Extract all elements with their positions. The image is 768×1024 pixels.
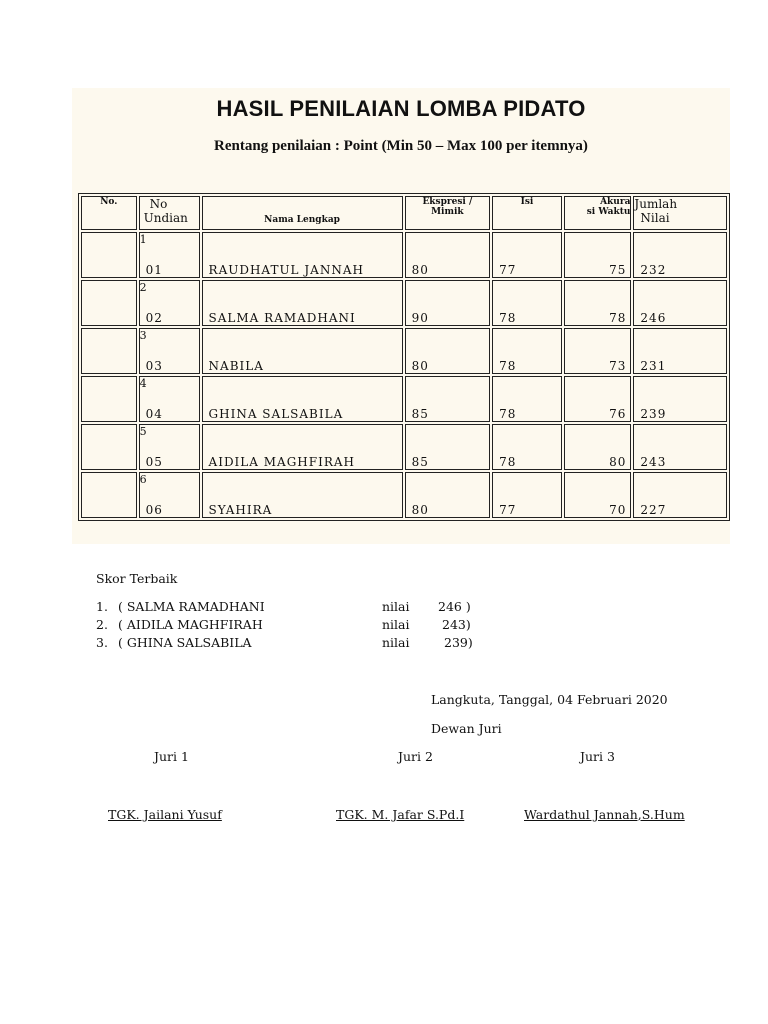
table-row bbox=[81, 328, 727, 374]
col-header-undian-line2: Undian bbox=[143, 211, 188, 225]
cell-undian-value: 03 bbox=[145, 359, 163, 373]
list-item bbox=[96, 616, 516, 634]
cell-no-empty bbox=[81, 472, 137, 518]
cell-akurasi: 76 bbox=[564, 376, 632, 422]
score-table bbox=[78, 193, 730, 521]
cell-nama: RAUDHATUL JANNAH bbox=[202, 232, 403, 278]
col-header-undian-line1: No bbox=[149, 197, 168, 211]
cell-undian bbox=[139, 376, 200, 422]
cell-nama: SYAHIRA bbox=[202, 472, 403, 518]
cell-jumlah: 239 bbox=[633, 376, 727, 422]
col-header-ekspresi-line2: Mimik bbox=[431, 207, 464, 217]
cell-jumlah: 243 bbox=[633, 424, 727, 470]
col-header-no: No. bbox=[81, 196, 137, 230]
judges-council: Dewan Juri bbox=[431, 721, 502, 736]
cell-no: 4 bbox=[139, 377, 148, 390]
table-row bbox=[81, 376, 727, 422]
cell-akurasi: 78 bbox=[564, 280, 632, 326]
cell-akurasi: 80 bbox=[564, 424, 632, 470]
cell-akurasi: 70 bbox=[564, 472, 632, 518]
cell-jumlah: 232 bbox=[633, 232, 727, 278]
cell-ekspresi: 80 bbox=[405, 472, 491, 518]
place-date: Langkuta, Tanggal, 04 Februari 2020 bbox=[431, 692, 668, 707]
cell-undian bbox=[139, 232, 200, 278]
cell-undian bbox=[139, 424, 200, 470]
col-header-jumlah-line1: Jumlah bbox=[634, 197, 678, 211]
cell-nama: SALMA RAMADHANI bbox=[202, 280, 403, 326]
cell-isi: 78 bbox=[492, 376, 562, 422]
cell-no: 5 bbox=[139, 425, 148, 438]
cell-undian bbox=[139, 328, 200, 374]
page-title: HASIL PENILAIAN LOMBA PIDATO bbox=[216, 96, 586, 121]
best-label: nilai bbox=[382, 599, 410, 614]
cell-nama: NABILA bbox=[202, 328, 403, 374]
cell-jumlah: 227 bbox=[633, 472, 727, 518]
cell-nama: AIDILA MAGHFIRAH bbox=[202, 424, 403, 470]
results-panel bbox=[72, 88, 730, 544]
col-header-isi: Isi bbox=[492, 196, 562, 230]
cell-no: 1 bbox=[139, 233, 148, 246]
col-header-akurasi bbox=[564, 196, 632, 230]
best-name: ( GHINA SALSABILA bbox=[118, 635, 252, 650]
col-header-undian bbox=[139, 196, 200, 230]
cell-no: 2 bbox=[139, 281, 148, 294]
cell-isi: 78 bbox=[492, 280, 562, 326]
table-header-row bbox=[81, 196, 727, 230]
col-header-ekspresi-line1: Ekspresi / bbox=[422, 197, 473, 207]
cell-no-empty bbox=[81, 232, 137, 278]
judge-1-role: Juri 1 bbox=[154, 749, 189, 764]
judge-3-role: Juri 3 bbox=[580, 749, 615, 764]
cell-ekspresi: 90 bbox=[405, 280, 491, 326]
cell-undian-value: 06 bbox=[145, 503, 163, 517]
best-value: 239) bbox=[444, 635, 473, 650]
judge-3-name: Wardathul Jannah,S.Hum bbox=[524, 807, 685, 822]
cell-ekspresi: 85 bbox=[405, 424, 491, 470]
best-name: ( AIDILA MAGHFIRAH bbox=[118, 617, 263, 632]
list-item bbox=[96, 598, 516, 616]
cell-isi: 77 bbox=[492, 232, 562, 278]
best-rank: 3. bbox=[96, 635, 108, 650]
col-header-ekspresi bbox=[405, 196, 491, 230]
judge-1-name: TGK. Jailani Yusuf bbox=[108, 807, 222, 822]
cell-no-empty bbox=[81, 424, 137, 470]
cell-no: 3 bbox=[139, 329, 148, 342]
table-row bbox=[81, 232, 727, 278]
cell-isi: 78 bbox=[492, 424, 562, 470]
cell-jumlah: 231 bbox=[633, 328, 727, 374]
col-header-akurasi-line2: si Waktu bbox=[586, 207, 631, 217]
best-rank: 1. bbox=[96, 599, 108, 614]
judge-2-name: TGK. M. Jafar S.Pd.I bbox=[336, 807, 465, 822]
cell-no-empty bbox=[81, 328, 137, 374]
col-header-nama: Nama Lengkap bbox=[202, 196, 403, 230]
cell-undian bbox=[139, 472, 200, 518]
cell-ekspresi: 85 bbox=[405, 376, 491, 422]
list-item bbox=[96, 634, 516, 652]
cell-undian-value: 05 bbox=[145, 455, 163, 469]
col-header-jumlah-line2: Nilai bbox=[640, 211, 670, 225]
cell-akurasi: 73 bbox=[564, 328, 632, 374]
judge-2-role: Juri 2 bbox=[398, 749, 433, 764]
best-label: nilai bbox=[382, 635, 410, 650]
best-score-list bbox=[96, 598, 516, 652]
cell-nama: GHINA SALSABILA bbox=[202, 376, 403, 422]
col-header-akurasi-line1: Akura bbox=[600, 197, 631, 207]
cell-undian bbox=[139, 280, 200, 326]
best-label: nilai bbox=[382, 617, 410, 632]
cell-no: 6 bbox=[139, 473, 148, 486]
best-score-heading: Skor Terbaik bbox=[96, 571, 178, 586]
table-row bbox=[81, 472, 727, 518]
cell-no-empty bbox=[81, 280, 137, 326]
table-row bbox=[81, 424, 727, 470]
cell-isi: 78 bbox=[492, 328, 562, 374]
page-subtitle: Rentang penilaian : Point (Min 50 – Max 100 per itemnya) bbox=[214, 138, 588, 154]
cell-undian-value: 02 bbox=[145, 311, 163, 325]
best-value: 246 ) bbox=[438, 599, 471, 614]
cell-jumlah: 246 bbox=[633, 280, 727, 326]
cell-isi: 77 bbox=[492, 472, 562, 518]
cell-undian-value: 01 bbox=[145, 263, 163, 277]
cell-ekspresi: 80 bbox=[405, 232, 491, 278]
best-value: 243) bbox=[442, 617, 471, 632]
col-header-jumlah bbox=[633, 196, 727, 230]
cell-akurasi: 75 bbox=[564, 232, 632, 278]
best-name: ( SALMA RAMADHANI bbox=[118, 599, 265, 614]
cell-no-empty bbox=[81, 376, 137, 422]
cell-ekspresi: 80 bbox=[405, 328, 491, 374]
best-rank: 2. bbox=[96, 617, 108, 632]
table-row bbox=[81, 280, 727, 326]
cell-undian-value: 04 bbox=[145, 407, 163, 421]
